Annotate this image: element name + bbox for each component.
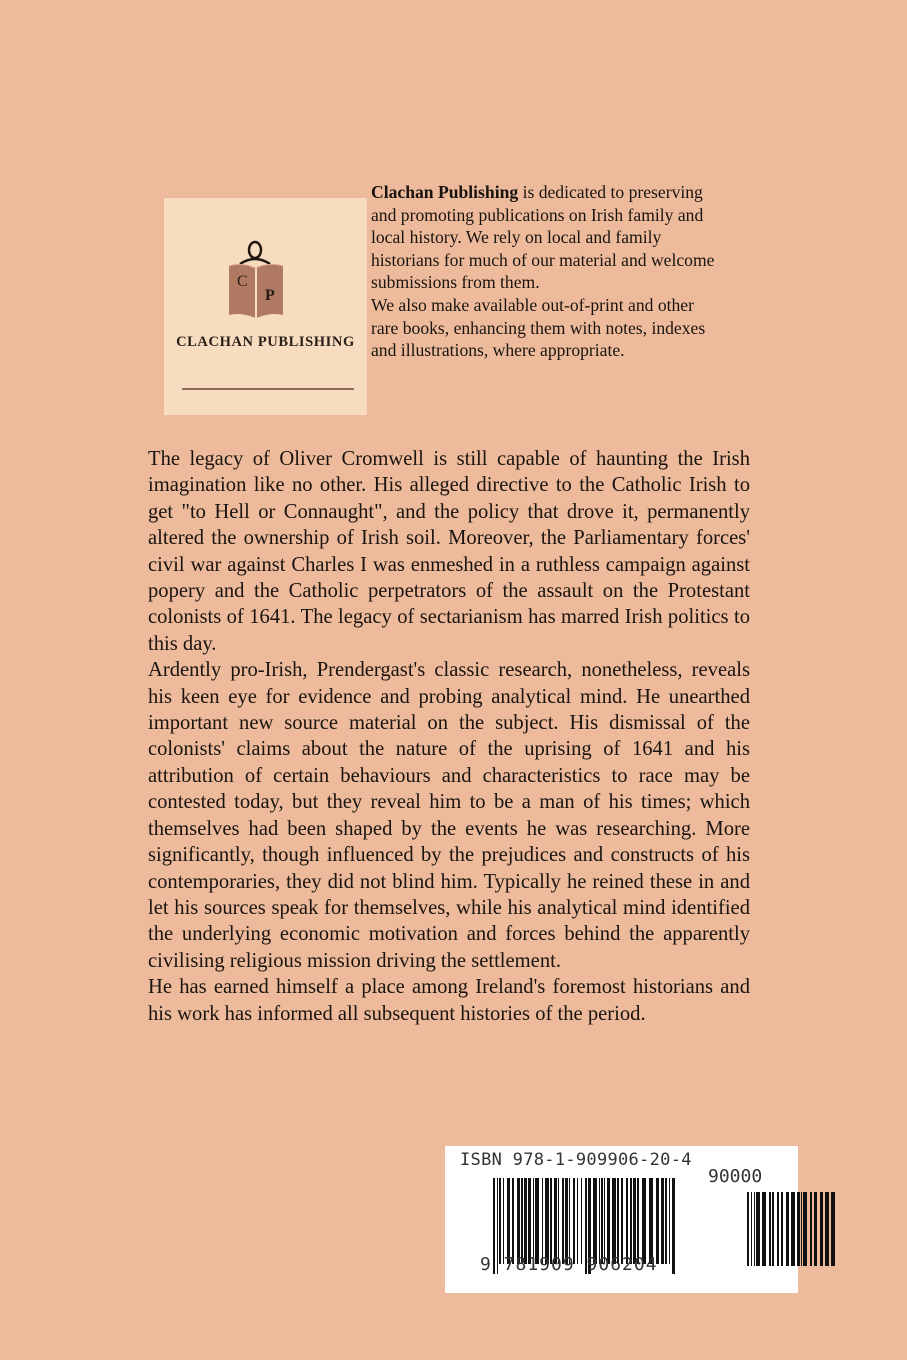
barcode-bar (820, 1192, 823, 1266)
book-reader-icon (224, 236, 306, 321)
barcode-bar (772, 1192, 774, 1266)
barcode-bar (777, 1192, 779, 1266)
barcode-bar (607, 1178, 610, 1264)
intro-text: is dedicated to preserving and promoting publications on Irish family and local history. We rely on local and family historians for much of our material and welcome submissions from them. (371, 182, 715, 293)
intro-text-2: We also make available out-of-print and other rare books, enhancing them with notes, indexes and illustrations, where appropriate. (371, 294, 706, 361)
publisher-intro (371, 181, 723, 362)
barcode-bar (612, 1178, 616, 1264)
publisher-name: Clachan Publishing (371, 182, 519, 202)
blurb-paragraph: The legacy of Oliver Cromwell is still capable of haunting the Irish imagination like no other. His alleged directive to the Catholic Irish to get "to Hell or Connaught", and the policy that drove it, permanently altered the ownership of Irish soil. Moreover, the Parliamentary forces' civil war against Charles I was enmeshed in a ruthless campaign against popery and the Catholic perpetrators of the assault on the Protestant colonists of 1641. The legacy of sectarianism has marred Irish politics to this day. (148, 448, 750, 655)
barcode-bar (649, 1178, 653, 1264)
barcode-bar (503, 1178, 504, 1264)
blurb (148, 446, 750, 1027)
blurb-paragraph: Ardently pro-Irish, Prendergast's classic research, nonetheless, reveals his keen eye for evidence and probing analytical mind. He unearthed important new source material on the subject. His dismissal of the colonists' claims about the nature of the uprising of 1641 and his attribution of certain behaviours and characteristics to race may be contested today, but they reveal him to be a man of his times; which themselves had been shaped by the events he was researching. More significantly, though influenced by the prejudices and constructs of his contemporaries, they did not blind him. Typically he reined these in and let his sources speak for themselves, while his analytical mind identified the underlying economic motivation and forces behind the apparently civilising religious mission driving the settlement. (148, 659, 750, 972)
barcode-bar (573, 1178, 575, 1264)
barcode-bar (599, 1178, 600, 1264)
ean-digits: 9 781909 906204 (480, 1254, 658, 1275)
barcode-bar (626, 1178, 628, 1264)
barcode-bar (565, 1178, 568, 1264)
barcode-bar (562, 1178, 564, 1264)
barcode-bar (831, 1192, 835, 1266)
barcode-bar (507, 1178, 510, 1264)
isbn-label: ISBN 978-1-909906-20-4 (460, 1150, 692, 1170)
barcode-bar (754, 1192, 755, 1266)
isbn-barcode (445, 1146, 798, 1293)
barcode-bar (661, 1178, 664, 1264)
barcode-bar (528, 1178, 531, 1264)
barcode-bar (642, 1178, 646, 1264)
barcode-bar (825, 1192, 829, 1266)
barcode-bar (545, 1178, 549, 1264)
barcode-bar (621, 1178, 623, 1264)
barcode-bar (762, 1192, 766, 1266)
barcode-bar (672, 1178, 675, 1274)
logo-name: CLACHAN PUBLISHING (176, 334, 355, 350)
barcode-bar (524, 1178, 527, 1264)
barcode-bar (814, 1192, 817, 1266)
publisher-logo (164, 198, 367, 415)
barcode-bar (801, 1192, 802, 1266)
barcode-bar (810, 1192, 812, 1266)
logo-letter-p: P (265, 287, 275, 304)
barcode-bar (604, 1178, 605, 1264)
barcode-bar (786, 1192, 789, 1266)
barcode-bar (617, 1178, 619, 1264)
barcode-bar (656, 1178, 659, 1264)
barcode-bar (577, 1178, 578, 1264)
barcode-bar (756, 1192, 760, 1266)
barcode-bar (542, 1178, 543, 1264)
barcode-bar (535, 1178, 539, 1264)
barcode-bar (521, 1178, 523, 1264)
barcode-bar (558, 1178, 559, 1264)
barcode-bar (669, 1178, 670, 1264)
blurb-paragraph: He has earned himself a place among Ireland's foremost historians and his work has informed all subsequent histories of the period. (148, 976, 750, 1025)
barcode-bar (791, 1192, 795, 1266)
price-addon-label: 90000 (708, 1166, 763, 1187)
barcode-bar (593, 1178, 597, 1264)
barcode-bar (499, 1178, 501, 1264)
barcode-bar (781, 1192, 783, 1266)
barcode-bar (517, 1178, 520, 1264)
barcode-bar (630, 1178, 632, 1264)
barcode-bar (601, 1178, 603, 1264)
barcode-bar (512, 1178, 514, 1264)
barcode-bar (633, 1178, 636, 1264)
barcode-bar (747, 1192, 749, 1266)
barcode-bar (803, 1192, 807, 1266)
addon-barcode-bars (747, 1192, 839, 1276)
barcode-bar (751, 1192, 752, 1266)
barcode-bar (769, 1192, 771, 1266)
barcode-bar (554, 1178, 557, 1264)
barcode-bar (533, 1178, 534, 1264)
logo-letter-c: C (237, 273, 248, 290)
barcode-bar (665, 1178, 667, 1264)
barcode-bar (569, 1178, 570, 1264)
logo-divider (182, 388, 354, 390)
barcode-bar (581, 1178, 582, 1264)
barcode-bar (637, 1178, 639, 1264)
barcode-bar (797, 1192, 800, 1266)
barcode-bar (550, 1178, 552, 1264)
